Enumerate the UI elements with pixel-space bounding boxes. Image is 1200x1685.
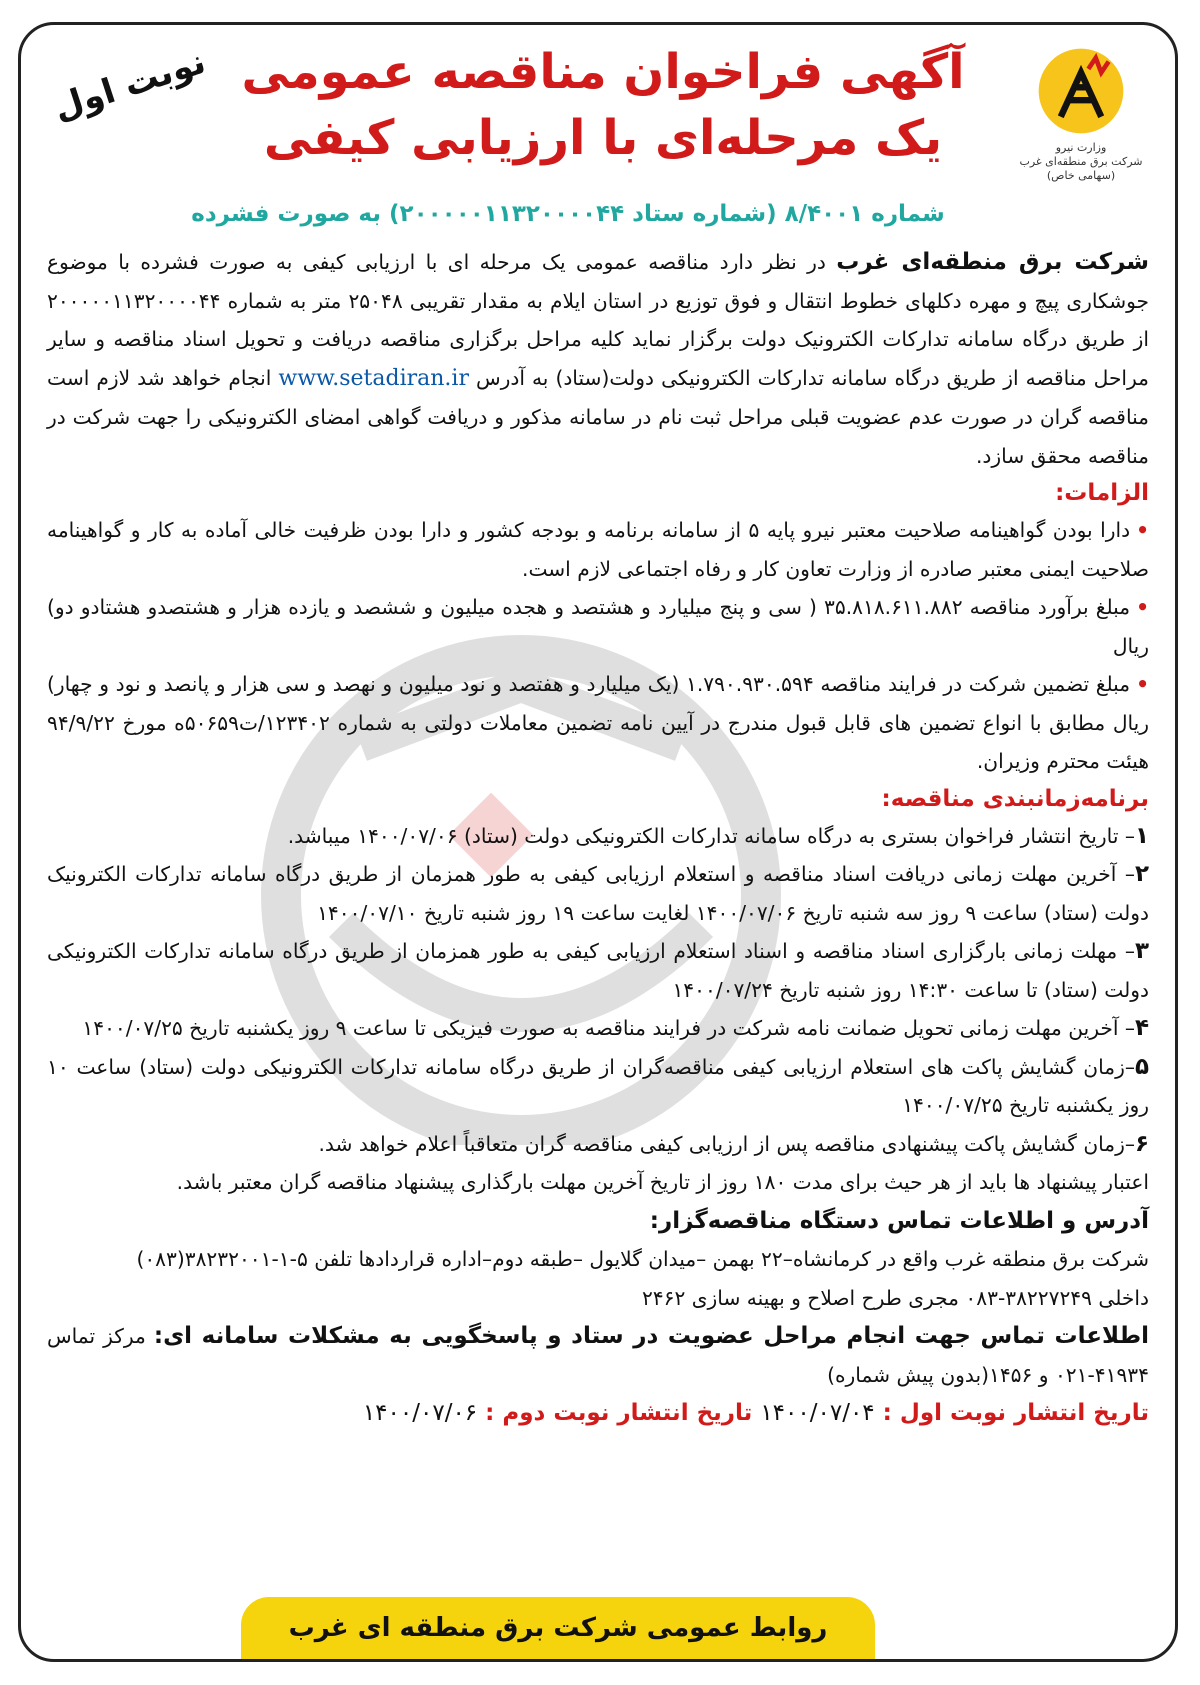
intro-paragraph bbox=[47, 243, 1149, 475]
support-text: مرکز تماس ۴۱۹۳۴-۰۲۱ و ۱۴۵۶(بدون پیش شماره) bbox=[47, 1324, 1149, 1387]
schedule-item bbox=[47, 932, 1149, 1009]
second-publish-date: ۱۴۰۰/۰۷/۰۶ bbox=[362, 1400, 478, 1426]
requirement-item: • دارا بودن گواهینامه صلاحیت معتبر نیرو پایه ۵ از سامانه برنامه و بودجه کشور و دارا بودن ظرفیت خالی آماده به کار و گواهینامه صلاحیت ایمنی معتبر صادره از وزارت تعاون کار و رفاه اجتماعی لازم است. bbox=[47, 511, 1149, 588]
first-publish-label: تاریخ انتشار نوبت اول : bbox=[882, 1400, 1149, 1426]
schedule-number: ۱ bbox=[1134, 822, 1149, 849]
intro-text1: در نظر دارد مناقصه عمومی یک مرحله ای با ارزیابی کیفی به صورت فشرده با موضوع جوشکاری پیچ و مهره دکلهای خطوط انتقال و فوق توزیع در استان ایلام به مقدار تقریبی ۲۵۰۴۸ متر به شماره ۲۰۰۰۰۰۱۱۳۲۰۰۰۰۴۴ از طریق درگاه سامانه تدارکات الکترونیک دولت برگزار نماید کلیه مراحل برگزاری مناقصه دریافت و تحویل اسناد مناقصه و سایر مراحل مناقصه از طریق درگاه سامانه تدارکات الکترونیکی دولت(ستاد) به آدرس bbox=[47, 250, 1150, 390]
schedule-number: ۳ bbox=[1134, 938, 1149, 964]
requirements-heading: الزامات: bbox=[1055, 480, 1149, 506]
public-relations-banner: روابط عمومی شرکت برق منطقه ای غرب bbox=[241, 1597, 875, 1659]
schedule-text: – آخرین مهلت زمانی دریافت اسناد مناقصه و استعلام ارزیابی کیفی به طور همزمان از طریق درگاه سامانه تدارکات الکترونیک دولت (ستاد) ساعت ۹ روز سه شنبه تاریخ ۱۴۰۰/۰۷/۰۶ لغایت ساعت ۱۹ روز شنبه تاریخ ۱۴۰۰/۰۷/۱۰ bbox=[47, 862, 1149, 925]
company-name: شرکت برق منطقه‌ای غرب bbox=[836, 249, 1149, 275]
schedule-item bbox=[47, 1048, 1149, 1125]
schedule-item bbox=[47, 817, 1149, 856]
second-publish-label: تاریخ انتشار نوبت دوم : bbox=[485, 1400, 761, 1426]
schedule-item bbox=[47, 1009, 1149, 1048]
tender-number: شماره ۸/۴۰۰۱ (شماره ستاد ۲۰۰۰۰۰۱۱۳۲۰۰۰۰۴۴) به صورت فشرده bbox=[191, 201, 945, 227]
electric-tower-logo-icon bbox=[1035, 45, 1127, 137]
schedule-text: – مهلت زمانی بارگزاری اسناد مناقصه و اسناد استعلام ارزیابی کیفی به طور همزمان از طریق درگاه سامانه تدارکات الکترونیکی دولت (ستاد) تا ساعت ۱۴:۳۰ روز شنبه تاریخ ۱۴۰۰/۰۷/۲۴ bbox=[47, 939, 1149, 1002]
contact-heading: آدرس و اطلاعات تماس دستگاه مناقصه‌گزار: bbox=[649, 1207, 1149, 1234]
schedule-text: – تاریخ انتشار فراخوان بستری به درگاه سامانه تدارکات الکترونیکی دولت (ستاد) ۱۴۰۰/۰۷/۰۶ میباشد. bbox=[287, 823, 1135, 848]
setad-link[interactable]: www.setadiran.ir bbox=[278, 365, 469, 391]
schedule-number: ۲ bbox=[1134, 861, 1149, 887]
schedule-heading: برنامه‌زمانبندی مناقصه: bbox=[881, 785, 1149, 812]
schedule-number: ۶ bbox=[1134, 1130, 1149, 1157]
schedule-text: –زمان گشایش پاکت های استعلام ارزیابی کیفی مناقصه‌گران از طریق درگاه سامانه تدارکات الکترونیکی دولت (ستاد) ساعت ۱۰ روز یکشنبه تاریخ ۱۴۰۰/۰۷/۲۵ bbox=[47, 1054, 1149, 1117]
announcement-frame bbox=[18, 22, 1178, 1662]
company-logo bbox=[1011, 45, 1151, 183]
title-line2: یک مرحله‌ای با ارزیابی کیفی bbox=[263, 110, 943, 166]
title-line1: آگهی فراخوان مناقصه عمومی bbox=[241, 44, 965, 100]
publish-dates bbox=[47, 1394, 1149, 1433]
page-title bbox=[241, 39, 965, 171]
requirement-item: • مبلغ تضمین شرکت در فرایند مناقصه ۱.۷۹۰.۹۳۰.۵۹۴ (یک میلیارد و هفتصد و نود میلیون و نهصد و سی هزار و پانصد و نود و چهار) ریال مطابق با انواع تضمین های قابل قبول مندرج در آیین نامه تضمین معاملات دولتی به شماره ۱۲۳۴۰۲/ت۵۰۶۵۹ه مورخ ۹۴/۹/۲۲ هیئت محترم وزیران. bbox=[47, 665, 1149, 781]
header bbox=[21, 25, 1175, 225]
contact-extension: داخلی ۳۸۲۲۷۲۴۹-۰۸۳ مجری طرح اصلاح و بهینه سازی ۲۴۶۲ bbox=[641, 1285, 1149, 1310]
edition-badge: نوبت اول bbox=[48, 41, 211, 129]
schedule-number: ۴ bbox=[1134, 1015, 1149, 1041]
schedule-number: ۵ bbox=[1134, 1053, 1149, 1080]
schedule-item bbox=[47, 855, 1149, 932]
logo-line1: وزارت نیرو bbox=[1055, 141, 1107, 154]
logo-line2: شرکت برق منطقه‌ای غرب (سهامی خاص) bbox=[1019, 155, 1143, 182]
support-heading: اطلاعات تماس جهت انجام مراحل عضویت در ستاد و پاسخگویی به مشکلات سامانه ای: bbox=[153, 1323, 1149, 1349]
contact-address: شرکت برق منطقه غرب واقع در کرمانشاه–۲۲ بهمن –میدان گلایول –طبقه دوم–اداره قراردادها تلفن ۵-۱-۳۸۲۳۲۰۰۱(۰۸۳) bbox=[136, 1247, 1149, 1271]
requirement-item: • مبلغ برآورد مناقصه ۳۵.۸۱۸.۶۱۱.۸۸۲ ( سی و پنج میلیارد و هشتصد و هجده میلیون و ششصد و یازده هزار و هشتصدو هشتادو دو) ریال bbox=[47, 588, 1149, 665]
schedule-text: – آخرین مهلت زمانی تحویل ضمانت نامه شرکت در فرایند مناقصه به صورت فیزیکی تا ساعت ۹ روز یکشنبه تاریخ ۱۴۰۰/۰۷/۲۵ bbox=[82, 1016, 1135, 1040]
first-publish-date: ۱۴۰۰/۰۷/۰۴ bbox=[760, 1400, 875, 1426]
intro-text2: انجام خواهد شد لازم است مناقصه گران در صورت عدم عضویت قبلی مراحل ثبت نام در سامانه مذکور و دریافت گواهی امضای الکترونیکی را جهت شرکت در مناقصه محقق سازد. bbox=[47, 365, 1149, 468]
announcement-body bbox=[21, 225, 1175, 1433]
validity-note: اعتبار پیشنهاد ها باید از هر حیث برای مدت ۱۸۰ روز از تاریخ آخرین مهلت بارگذاری پیشنهاد مناقصه گران معتبر باشد. bbox=[176, 1170, 1149, 1194]
support-info bbox=[47, 1317, 1149, 1394]
schedule-text: –زمان گشایش پاکت پیشنهادی مناقصه پس از ارزیابی کیفی مناقصه گران متعاقباً اعلام خواهد شد. bbox=[318, 1131, 1135, 1156]
schedule-item bbox=[47, 1125, 1149, 1164]
